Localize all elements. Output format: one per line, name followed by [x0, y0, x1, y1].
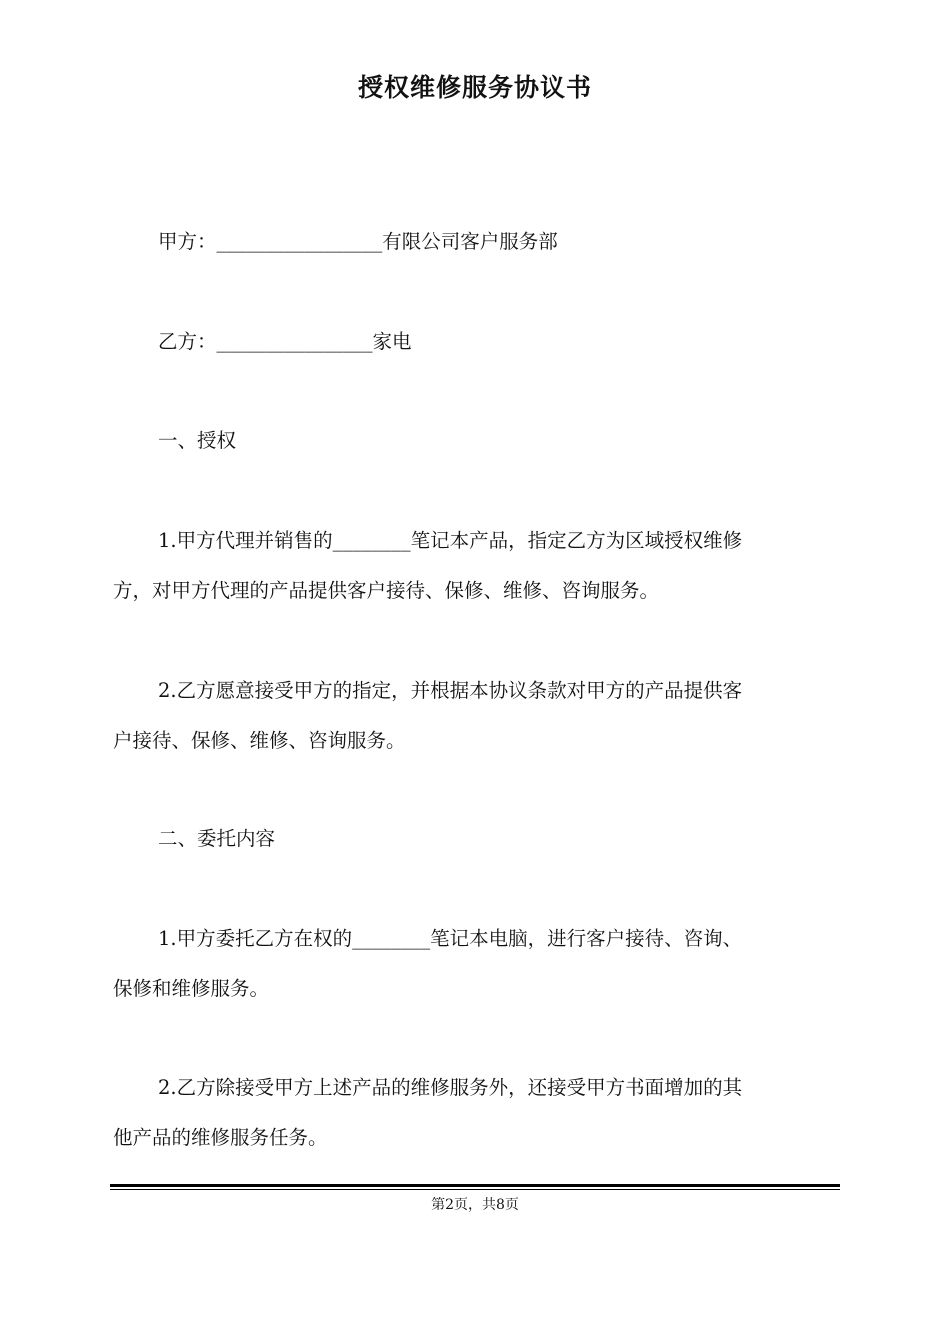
section-2-item-2-line-1: 2.乙方除接受甲方上述产品的维修服务外，还接受甲方书面增加的其 [158, 1076, 743, 1099]
document-title: 授权维修服务协议书 [357, 73, 592, 102]
footer-rule-thick [110, 1184, 840, 1187]
section-2-heading: 二、委托内容 [158, 827, 276, 850]
section-1-heading: 一、授权 [158, 429, 237, 452]
section-2-item-2-line-2: 他产品的维修服务任务。 [113, 1126, 328, 1149]
section-1-item-1-line-1: 1.甲方代理并销售的________笔记本产品，指定乙方为区域授权维修 [158, 529, 743, 552]
footer-page-number: 第2页，共8页 [431, 1197, 519, 1213]
party-a-line: 甲方：_________________有限公司客户服务部 [158, 230, 558, 253]
section-1-item-1-line-2: 方，对甲方代理的产品提供客户接待、保修、维修、咨询服务。 [113, 579, 660, 602]
section-1-item-2-line-2: 户接待、保修、维修、咨询服务。 [113, 729, 406, 752]
party-b-line: 乙方：________________家电 [158, 330, 412, 353]
section-2-item-1-line-2: 保修和维修服务。 [113, 977, 270, 1000]
section-2-item-1-line-1: 1.甲方委托乙方在权的________笔记本电脑，进行客户接待、咨询、 [158, 927, 743, 950]
section-1-item-2-line-1: 2.乙方愿意接受甲方的指定，并根据本协议条款对甲方的产品提供客 [158, 679, 743, 702]
footer-rule-thin [110, 1189, 840, 1190]
